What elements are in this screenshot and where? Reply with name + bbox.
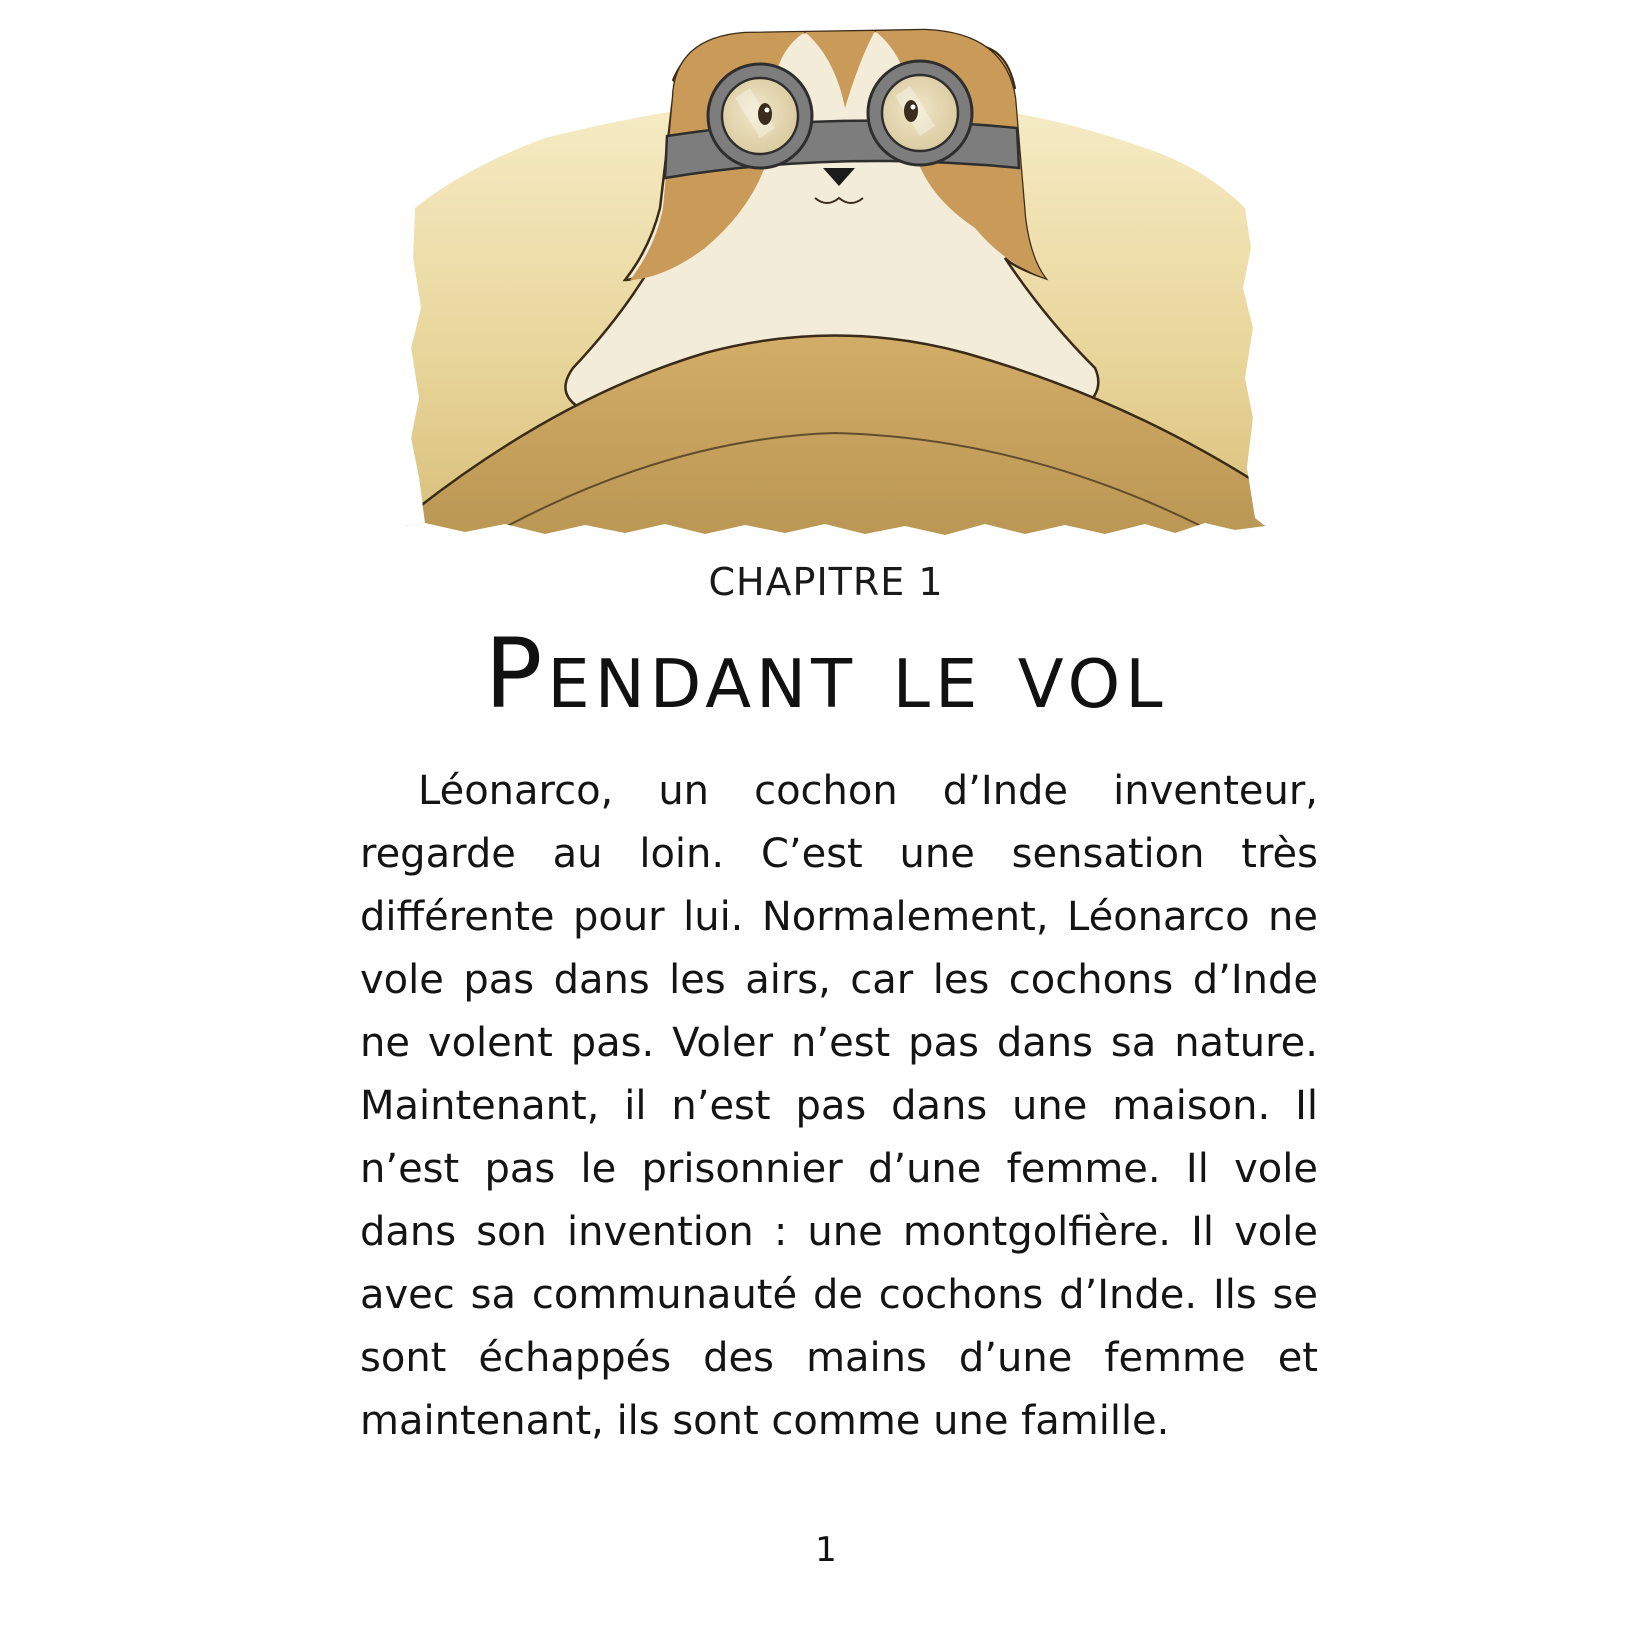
- right-eye: [904, 100, 918, 122]
- chapter-label: CHAPITRE 1: [708, 560, 944, 604]
- chapter-illustration: [405, 18, 1265, 560]
- chapter-paragraph: Léonarco, un cochon d’Inde inventeur, regarde au loin. C’est une sensation très différente pour lui. Normalement, Léonarco ne vole pas dans les airs, car les cochons d’Inde ne volent pas. Voler n’est pas dans sa nature. Maintenant, il n’est pas dans une maison. Il n’est pas le prisonnier d’une femme. Il vole dans son invention : une montgolfière. Il vole avec sa communauté de cochons d’Inde. Ils se sont échappés des mains d’une femme et maintenant, ils sont comme une famille.: [360, 768, 1318, 1444]
- left-eye: [758, 103, 772, 125]
- page-number: 1: [815, 1530, 837, 1570]
- guinea-pig-illustration: [405, 18, 1265, 560]
- chapter-title: Pendant le vol: [484, 618, 1168, 730]
